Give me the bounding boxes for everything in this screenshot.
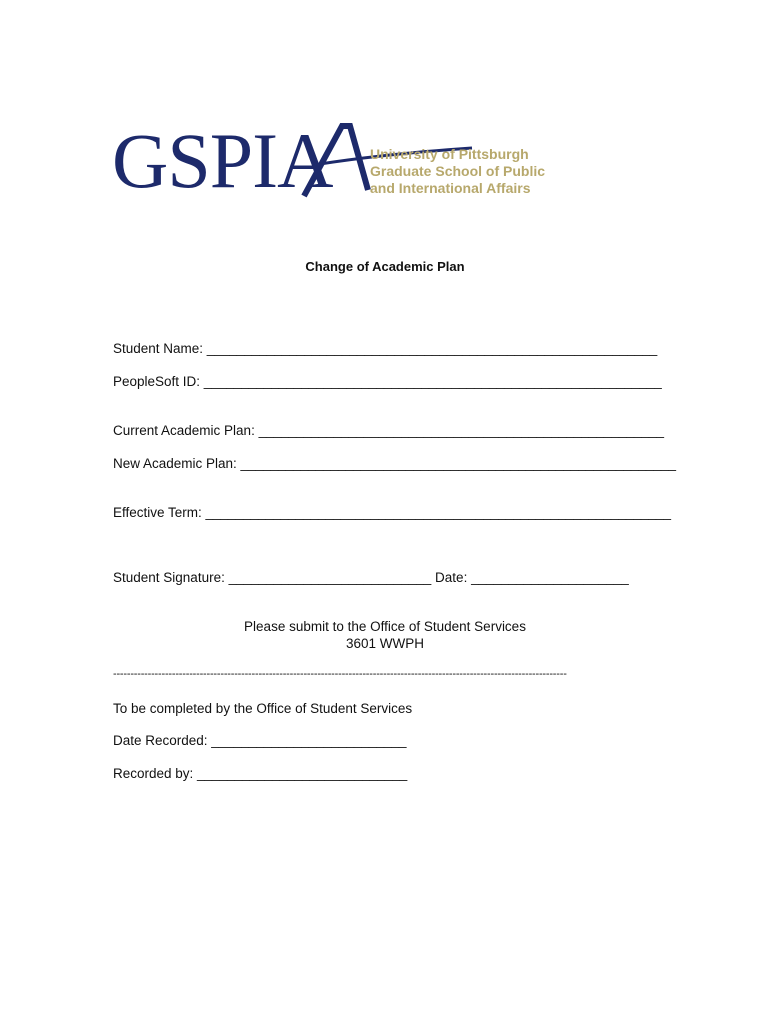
logo-subtitle-line: University of Pittsburgh bbox=[370, 146, 529, 162]
separator-line: ----------------------------------------------------------------------------------------------------------------------------------- bbox=[113, 668, 567, 680]
peoplesoft-id-field[interactable]: PeopleSoft ID: _____________________________________________________________ bbox=[113, 374, 662, 389]
student-name-field[interactable]: Student Name: ____________________________________________________________ bbox=[113, 341, 658, 356]
logo-subtitle-line: and International Affairs bbox=[370, 180, 531, 196]
signature-date-field[interactable]: Student Signature: ___________________________ Date: _____________________ bbox=[113, 570, 629, 585]
date-recorded-field[interactable]: Date Recorded: __________________________ bbox=[113, 733, 407, 748]
effective-term-field[interactable]: Effective Term: ______________________________________________________________ bbox=[113, 505, 672, 520]
current-plan-field[interactable]: Current Academic Plan: ______________________________________________________ bbox=[113, 423, 665, 438]
logo-subtitle bbox=[370, 146, 545, 197]
submit-instruction: Please submit to the Office of Student Services bbox=[244, 619, 526, 634]
gspia-logo bbox=[112, 117, 546, 204]
office-heading: To be completed by the Office of Student Services bbox=[113, 701, 413, 716]
logo-wordmark: GSPIA bbox=[112, 117, 333, 204]
new-plan-field[interactable]: New Academic Plan: __________________________________________________________ bbox=[113, 456, 677, 471]
logo-subtitle-line: Graduate School of Public bbox=[370, 163, 546, 179]
form-title: Change of Academic Plan bbox=[305, 259, 465, 274]
recorded-by-field[interactable]: Recorded by: ____________________________ bbox=[113, 766, 408, 781]
submit-location: 3601 WWPH bbox=[345, 636, 425, 651]
